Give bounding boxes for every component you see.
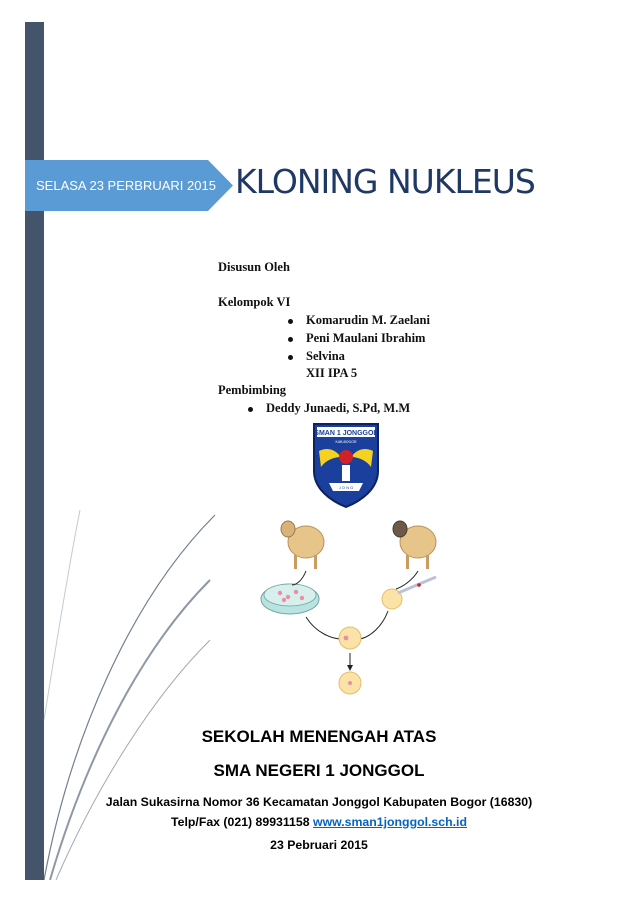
svg-text:KAB.BOGOR: KAB.BOGOR — [335, 440, 357, 444]
member-item — [306, 349, 345, 364]
member-name: Komarudin M. Zaelani — [306, 313, 430, 327]
group-label: Kelompok VI — [218, 295, 291, 309]
donor-sheep-illustration — [281, 521, 324, 569]
member-name: Peni Maulani Ibrahim — [306, 331, 426, 345]
member-item — [306, 331, 425, 346]
footer-date: 23 Pebruari 2015 — [270, 838, 368, 852]
supervisor-name: Deddy Junaedi, S.Pd, M.M — [266, 401, 411, 415]
date-label: SELASA 23 PERBRUARI 2015 — [36, 178, 216, 193]
supervisor-item — [266, 401, 410, 416]
prepared-by-label: Disusun Oleh — [218, 260, 290, 274]
svg-text:J O N G: J O N G — [338, 485, 354, 490]
egg-donor-sheep-illustration — [393, 521, 436, 569]
member-name: Selvina — [306, 349, 345, 363]
svg-text:SMAN 1 JONGGOL: SMAN 1 JONGGOL — [314, 430, 378, 437]
bullet-icon — [288, 337, 293, 342]
phone-label: Telp/Fax (021) 89931158 — [171, 815, 310, 829]
school-contact — [0, 815, 638, 829]
date-banner — [25, 160, 233, 211]
school-address: Jalan Sukasirna Nomor 36 Kecamatan Jonggol Kabupaten Bogor (16830) — [105, 795, 533, 809]
school-logo — [311, 421, 381, 509]
member-item — [306, 313, 430, 328]
class-label: XII IPA 5 — [306, 366, 358, 380]
cloning-diagram — [206, 507, 444, 707]
bullet-icon — [248, 407, 253, 412]
bullet-icon — [288, 319, 293, 324]
school-level: SEKOLAH MENENGAH ATAS — [201, 727, 437, 746]
school-name: SMA NEGERI 1 JONGGOL — [213, 761, 425, 780]
bullet-icon — [288, 355, 293, 360]
document-title: KLONING NUKLEUS — [235, 162, 535, 201]
website-link[interactable]: www.sman1jonggol.sch.id — [313, 815, 467, 829]
supervisor-heading: Pembimbing — [218, 383, 287, 397]
petri-dish-illustration — [261, 584, 319, 614]
